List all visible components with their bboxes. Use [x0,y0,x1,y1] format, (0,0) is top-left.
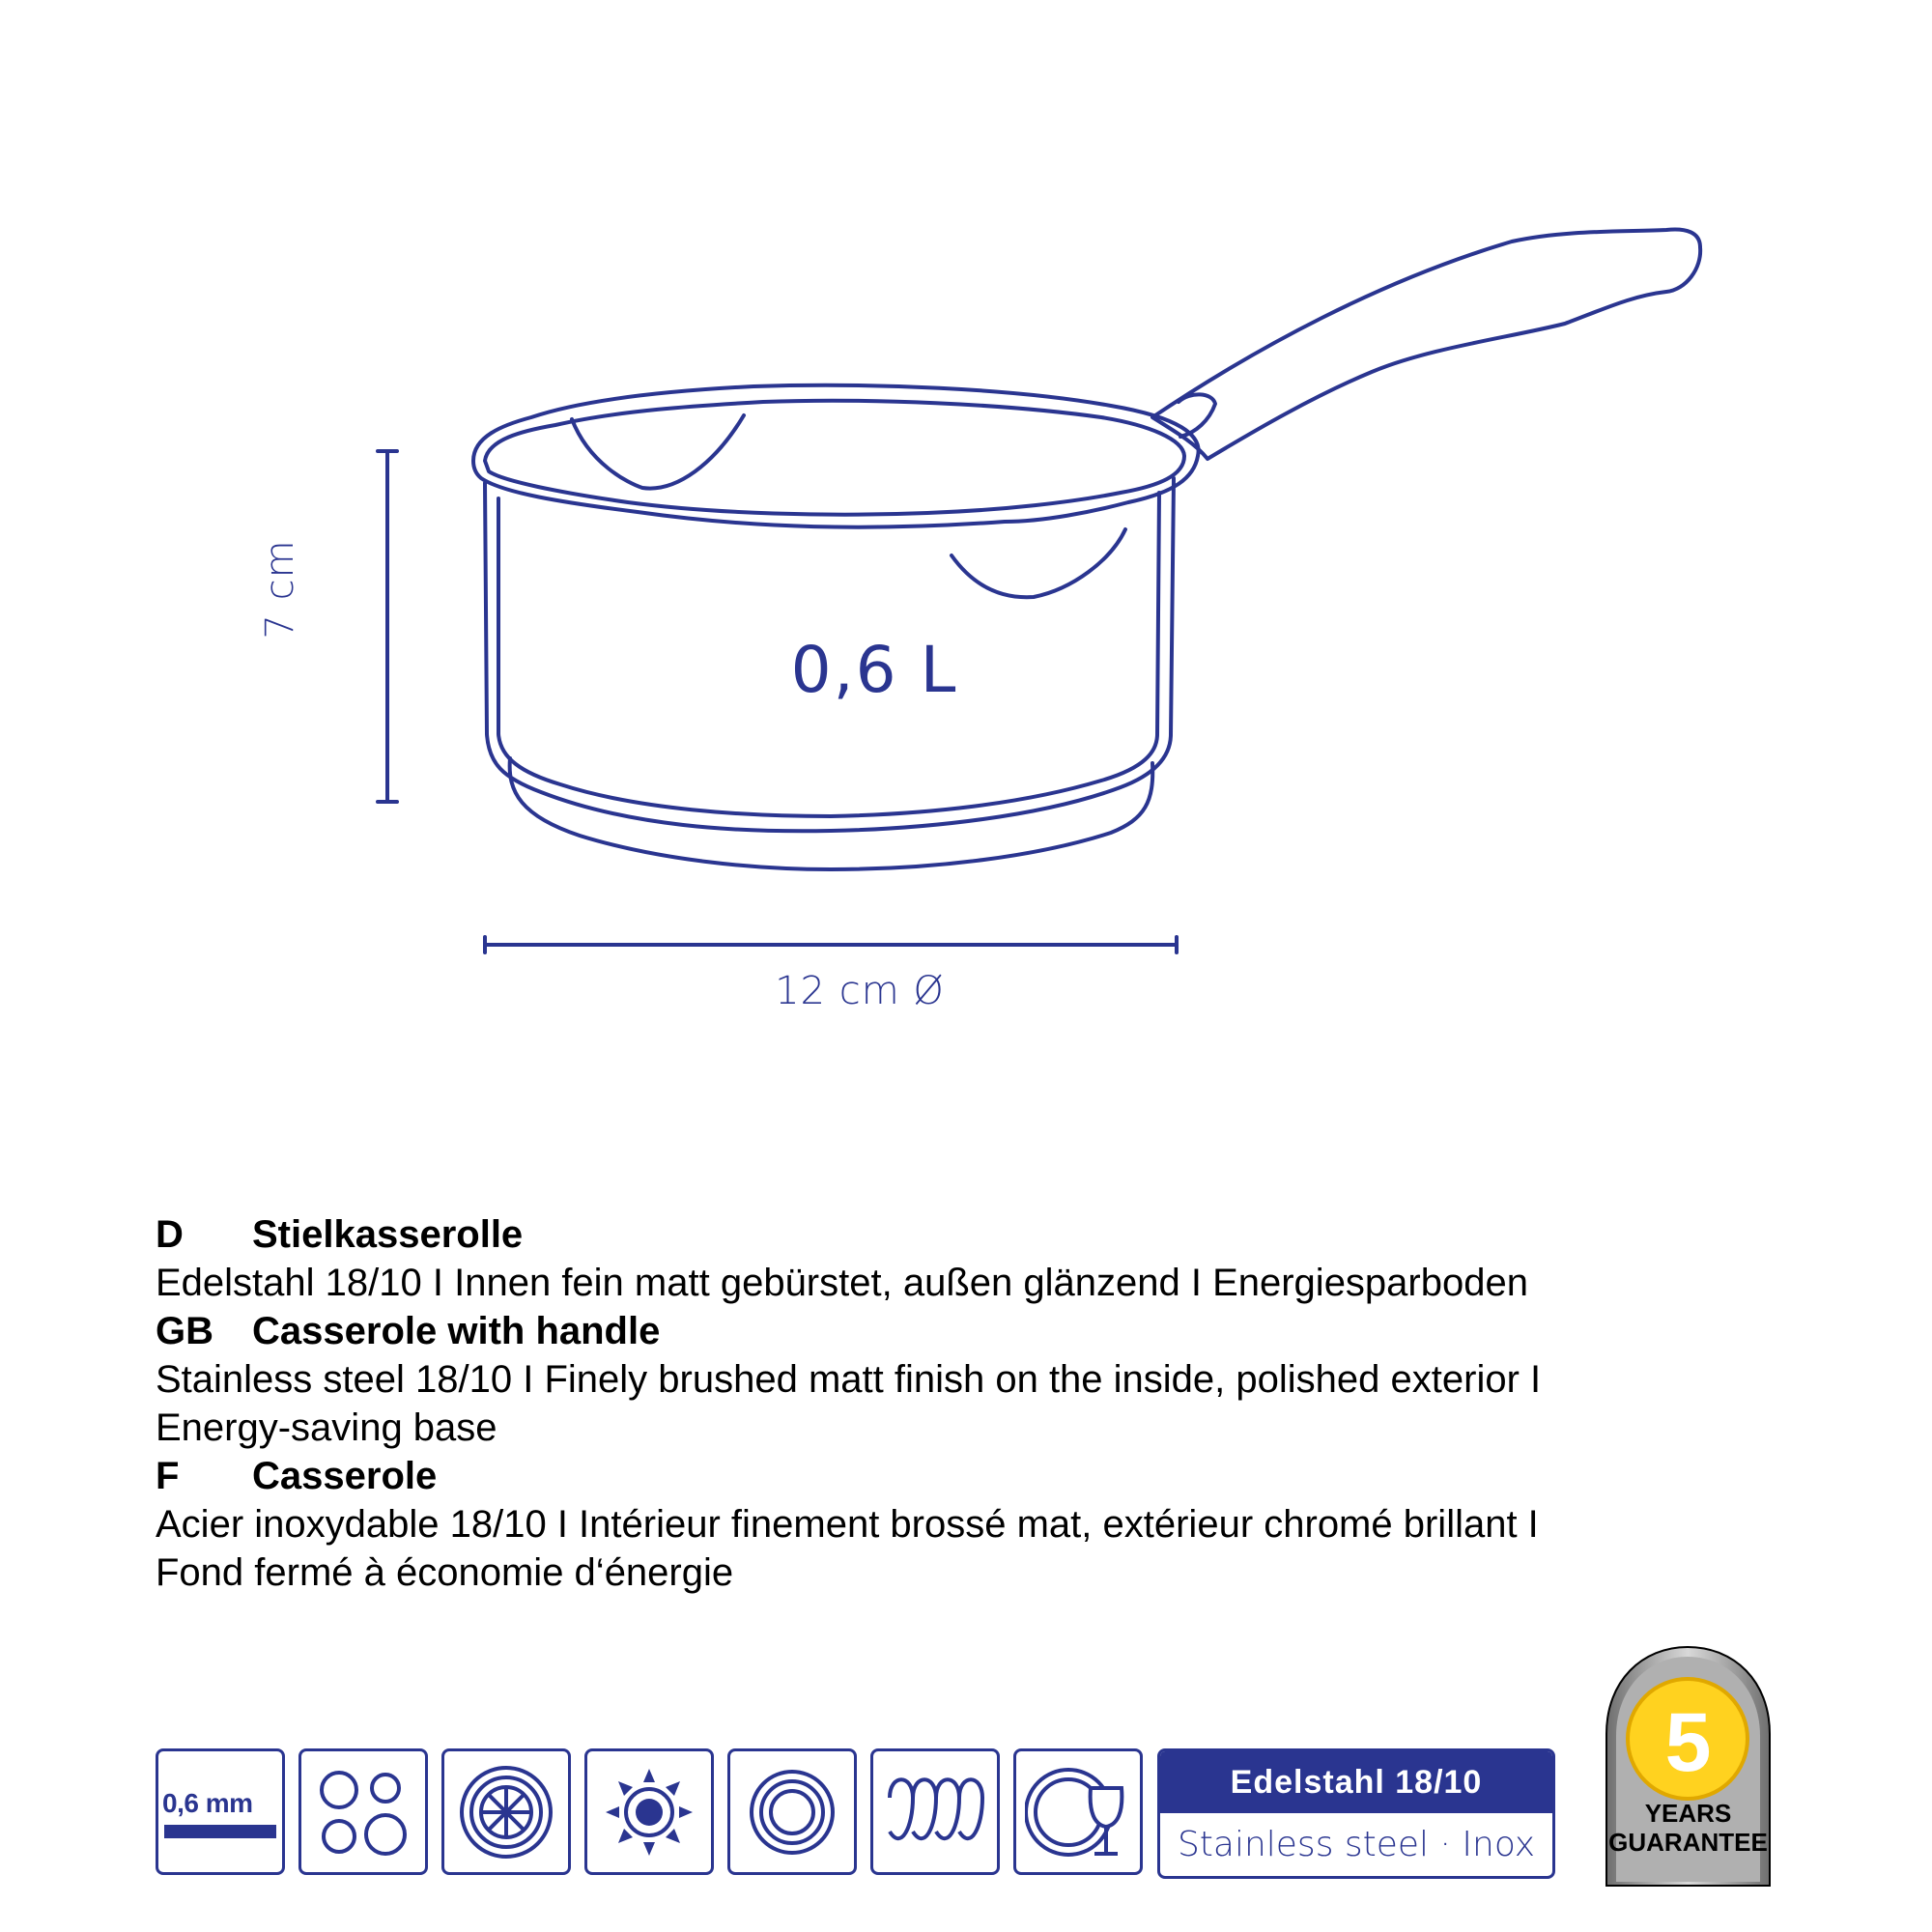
language-code: F [156,1455,180,1497]
volume-label: 0,6 L [790,633,958,707]
material-badge [1157,1748,1555,1879]
guarantee-line2: GUARANTEE [1608,1828,1768,1857]
description-de [156,1210,1798,1307]
product-descriptions [156,1210,1798,1597]
feature-icons [156,1748,1156,1879]
radiant-hob-icon [441,1748,571,1875]
diameter-dimension-label: 12 cm Ø [775,969,945,1013]
guarantee-line1: YEARS [1644,1799,1732,1828]
product-title: Stielkasserolle [252,1213,524,1256]
language-code: GB [156,1310,213,1352]
dishwasher-icon [1013,1748,1143,1875]
ceramic-hob-icon [727,1748,857,1875]
guarantee-years: 5 [1664,1696,1712,1789]
halogen-hob-icon [870,1748,1000,1875]
material-title: Edelstahl 18/10 [1160,1751,1552,1813]
guarantee-text [1599,1799,1777,1857]
gas-hob-icon [584,1748,714,1875]
product-description: Acier inoxydable 18/10 I Intérieur finement brossé mat, extérieur chromé brillant I Fond fermé à économie d‘énergie [156,1503,1539,1594]
description-f [156,1452,1798,1597]
product-title: Casserole with handle [252,1310,661,1352]
height-dimension-label: 7 cm [258,539,302,639]
material-subtitle: Stainless steel · Inox [1177,1825,1536,1864]
language-code: D [156,1213,184,1256]
electric-hob-icon [298,1748,428,1875]
guarantee-seal [1599,1642,1777,1889]
product-title: Casserole [252,1455,438,1497]
thickness-bar [164,1825,276,1838]
product-description: Edelstahl 18/10 I Innen fein matt gebürstet, außen glänzend I Energiesparboden [156,1262,1528,1304]
thickness-icon [156,1748,285,1875]
description-gb [156,1307,1798,1452]
thickness-label: 0,6 mm [162,1788,253,1818]
product-description: Stainless steel 18/10 I Finely brushed matt finish on the inside, polished exterior I Energy-saving base [156,1358,1542,1449]
